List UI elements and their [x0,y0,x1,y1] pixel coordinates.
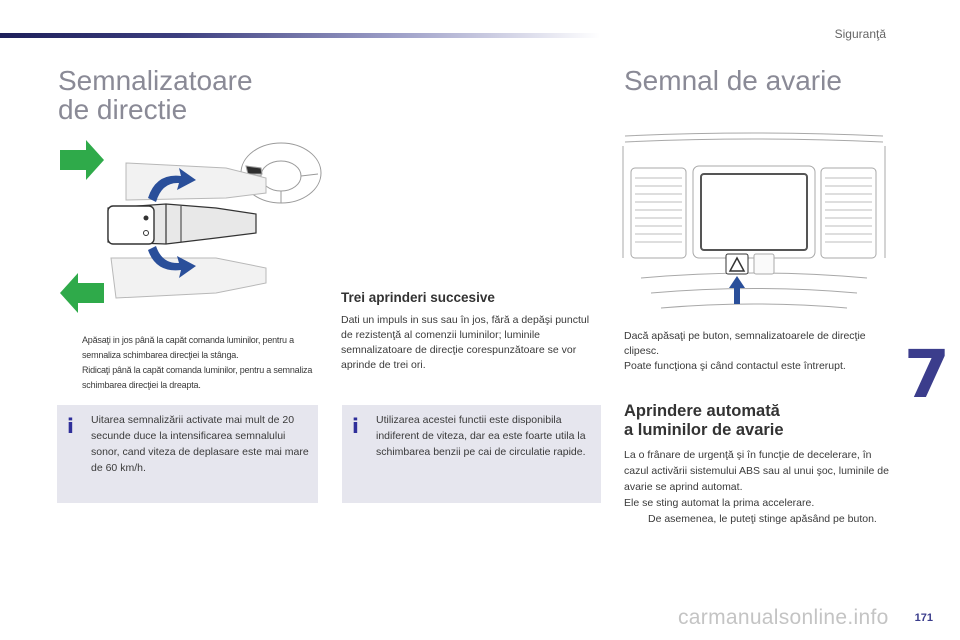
automatic-hazard-text: La o frânare de urgenţă şi în funcţie de decelerare, în cazul activării sistemului ABS sau al unui şoc, luminile de avarie se aprind automat. Ele se sting automat la prima accelerare. De asemenea, le puteţi stinge apăsând pe buton. [624,449,889,525]
bullet-mark [58,363,82,393]
info-text: Utilizarea acestei functii este disponibila indiferent de viteza, dar ea este foarte utila la schimbarea benzii pe cai de circulatie rapide. [376,414,586,458]
blue-arrow-icon [729,276,745,304]
green-arrow-icon [60,273,104,313]
lever-main [108,204,256,244]
hazard-button [726,254,774,274]
heading-three-flashes: Trei aprinderi succesive [341,290,495,305]
lever-upper-ghost [126,163,266,200]
turn-signal-stalk-illustration [56,138,326,320]
center-screen [701,174,807,250]
info-box-sound-warning [57,405,318,503]
turn-signal-instructions [58,333,323,393]
list-item [624,511,889,527]
bullet-text: Ridicaţi până la capăt comanda luminilor, pentru a semnaliza schimbarea direcţiei la dreapta. [82,365,313,390]
bullet-mark [58,333,82,363]
list-item [58,333,323,363]
page-title-hazard: Semnal de avarie [624,65,842,96]
bullet-mark [624,511,648,527]
three-flashes-text: Dati un impuls in sus sau în jos, fără a depăşi punctul de rezistenţă al comenzii luminilor; luminile semnalizatoare de direcţie corespunzătoare se vor aprinde de trei ori. [341,314,590,371]
info-icon: i [352,414,359,438]
hazard-description: Dacă apăsaţi pe buton, semnalizatoarele de direcţie clipesc. Poate funcţiona şi când contactul este întrerupt. [624,330,866,372]
chapter-number: 7 [904,336,950,413]
dashboard-hazard-illustration [621,128,887,320]
page-number: 171 [914,612,933,624]
watermark: carmanualsonline.info [678,606,889,629]
list-item [58,363,323,393]
bullet-text: De asemenea, le puteţi stinge apăsând pe buton. [648,513,877,525]
info-icon: i [67,414,74,438]
section-name: Siguranţă [834,27,886,41]
bullet-text: Apăsaţi in jos până la capăt comanda luminilor, pentru a semnaliza schimbarea direcţiei la stânga. [82,335,294,360]
header-color-bar [0,33,600,38]
info-text: Uitarea semnalizării activate mai mult de 20 secunde duce la intensificarea semnalului sonor, cand viteza de deplasare este mai mare de 60 km/h. [91,414,309,474]
info-box-lane-change [342,405,601,503]
page-title-turn-signals: Semnalizatoare de directie [58,65,253,125]
heading-automatic-hazard: Aprindere automată a luminilor de avarie [624,402,784,439]
green-arrow-icon [60,140,104,180]
